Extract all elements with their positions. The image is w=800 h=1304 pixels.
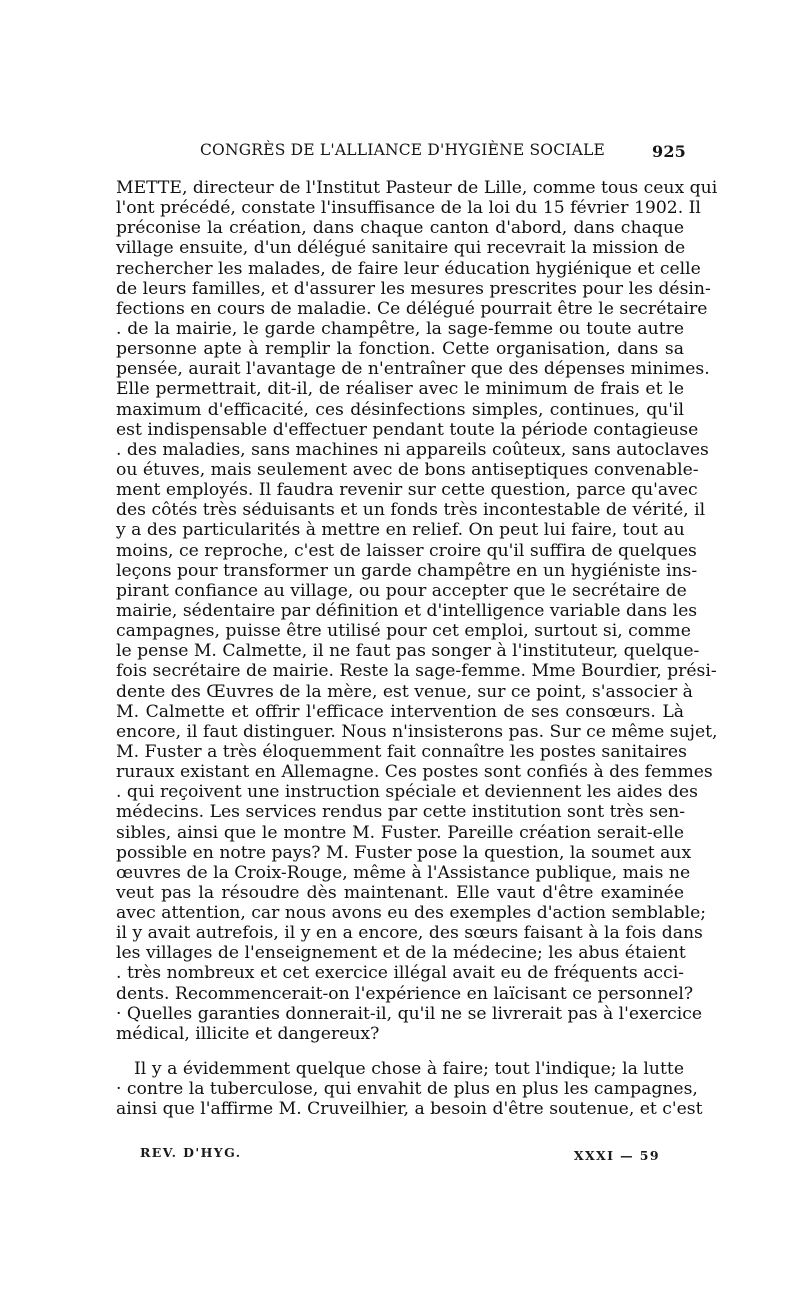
- text-line: les villages de l'enseignement et de la médecine; les abus étaient: [116, 943, 686, 964]
- text-line: veut pas la résoudre dès maintenant. Elle vaut d'être examinée: [116, 882, 684, 903]
- text-line: maximum d'efficacité, ces désinfections simples, continues, qu'il: [116, 399, 684, 420]
- text-line: dente des Œuvres de la mère, est venue, sur ce point, s'associer à: [116, 681, 693, 702]
- text-line: Il y a évidemment quelque chose à faire; tout l'indique; la lutte: [134, 1059, 684, 1080]
- text-line: l'ont précédé, constate l'insuffisance de la loi du 15 février 1902. Il: [116, 198, 701, 219]
- text-line: M. Calmette et offrir l'efficace intervention de ses consœurs. Là: [116, 701, 684, 722]
- text-line: rechercher les malades, de faire leur éducation hygiénique et celle: [116, 258, 701, 279]
- text-line: · Quelles garanties donnerait-il, qu'il ne se livrerait pas à l'exercice: [116, 1003, 703, 1024]
- text-line: le pense M. Calmette, il ne faut pas songer à l'instituteur, quelque-: [116, 641, 700, 662]
- text-line: médical, illicite et dangereux?: [116, 1023, 380, 1044]
- text-line: METTE, directeur de l'Institut Pasteur de Lille, comme tous ceux qui: [116, 178, 718, 198]
- text-line: possible en notre pays? M. Fuster pose la question, la soumet aux: [116, 842, 692, 863]
- text-line: pirant confiance au village, ou pour accepter que le secrétaire de: [116, 580, 687, 601]
- text-line: il y avait autrefois, il y en a encore, des sœurs faisant à la fois dans: [116, 923, 703, 944]
- body-text: [116, 178, 718, 1120]
- text-line: . des maladies, sans machines ni appareils coûteux, sans autoclaves: [116, 439, 709, 460]
- text-line: préconise la création, dans chaque canton d'abord, dans chaque: [116, 218, 684, 239]
- sheet-signature: XXXI — 59: [573, 1148, 660, 1163]
- text-line: moins, ce reproche, c'est de laisser croire qu'il suffira de quelques: [116, 540, 697, 561]
- paragraph: [116, 178, 718, 1044]
- text-line: . très nombreux et cet exercice illégal avait eu de fréquents acci-: [116, 963, 684, 984]
- text-line: encore, il faut distinguer. Nous n'insisterons pas. Sur ce même sujet,: [116, 721, 718, 742]
- text-line: campagnes, puisse être utilisé pour cet emploi, surtout si, comme: [116, 621, 691, 642]
- running-title: CONGRÈS DE L'ALLIANCE D'HYGIÈNE SOCIALE: [200, 141, 605, 159]
- text-line: ment employés. Il faudra revenir sur cette question, parce qu'avec: [116, 480, 698, 501]
- text-line: . de la mairie, le garde champêtre, la sage-femme ou toute autre: [116, 318, 684, 339]
- text-line: pensée, aurait l'avantage de n'entraîner que des dépenses minimes.: [116, 359, 710, 380]
- paragraph: [116, 1059, 703, 1120]
- text-line: ou étuves, mais seulement avec de bons antiseptiques convenable-: [116, 459, 699, 480]
- text-line: fections en cours de maladie. Ce délégué pourrait être le secrétaire: [116, 298, 708, 319]
- page-number: 925: [652, 142, 686, 161]
- text-line: M. Fuster a très éloquemment fait connaître les postes sanitaires: [116, 741, 687, 762]
- text-line: ainsi que l'affirme M. Cruveilhier, a besoin d'être soutenue, et c'est: [116, 1099, 703, 1120]
- text-line: mairie, sédentaire par définition et d'intelligence variable dans les: [116, 600, 698, 621]
- text-line: de leurs familles, et d'assurer les mesures prescrites pour les désin-: [116, 278, 711, 299]
- text-line: . qui reçoivent une instruction spéciale et deviennent les aides des: [116, 782, 698, 803]
- text-line: ruraux existant en Allemagne. Ces postes sont confiés à des femmes: [116, 762, 713, 783]
- text-line: est indispensable d'effectuer pendant toute la période contagieuse: [116, 419, 699, 440]
- text-line: y a des particularités à mettre en relief. On peut lui faire, tout au: [116, 520, 685, 541]
- text-line: · contre la tuberculose, qui envahit de plus en plus les campagnes,: [116, 1079, 698, 1100]
- text-line: avec attention, car nous avons eu des exemples d'action semblable;: [116, 903, 707, 924]
- text-line: personne apte à remplir la fonction. Cette organisation, dans sa: [116, 339, 684, 360]
- text-line: œuvres de la Croix-Rouge, même à l'Assistance publique, mais ne: [116, 862, 691, 883]
- running-header: [118, 141, 690, 165]
- text-line: dents. Recommencerait-on l'expérience en laïcisant ce personnel?: [116, 983, 694, 1004]
- text-line: village ensuite, d'un délégué sanitaire qui recevrait la mission de: [116, 238, 686, 259]
- text-line: sibles, ainsi que le montre M. Fuster. Pareille création serait-elle: [116, 822, 684, 843]
- text-line: médecins. Les services rendus par cette institution sont très sen-: [116, 802, 686, 823]
- page-footer: [140, 1145, 660, 1167]
- text-line: Elle permettrait, dit-il, de réaliser avec le minimum de frais et le: [116, 379, 684, 400]
- text-line: leçons pour transformer un garde champêtre en un hygiéniste ins-: [116, 560, 698, 581]
- journal-signature: REV. D'HYG.: [140, 1145, 242, 1160]
- text-line: fois secrétaire de mairie. Reste la sage-femme. Mme Bourdier, prési-: [116, 661, 717, 682]
- text-line: des côtés très séduisants et un fonds très incontestable de vérité, il: [116, 500, 706, 521]
